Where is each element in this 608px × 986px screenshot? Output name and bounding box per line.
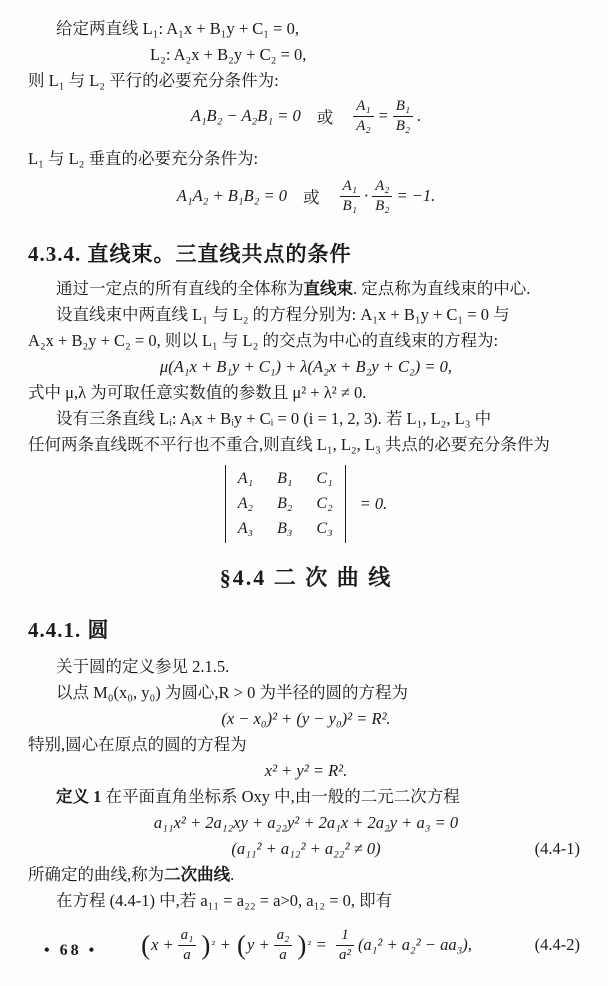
- formula-circle-origin: x² + y² = R².: [264, 761, 348, 780]
- determinant-equation: [28, 462, 584, 546]
- formula-4-4-2: ( x + $\frac{\text{a₁}}{a}$ ) ² + ( y + $\frac{\text{a₂}}{a}$ ) ² = $\frac{1}{\text{a²}}$ (a₁² + a₂² − aa₃), (4.4-2): [141, 927, 580, 963]
- left-paren: (: [141, 929, 151, 960]
- heading-section-4-4: §4.4 二 次 曲 线: [219, 565, 393, 590]
- fraction-b1-b2: $\frac{\text{B₁}}{\text{B₂}}$: [393, 98, 413, 134]
- fraction-a1-b1: $\frac{\text{A₁}}{\text{B₁}}$: [340, 178, 360, 214]
- superscript-2: ²: [211, 939, 215, 951]
- fraction-a2-over-a: $\frac{\text{a₂}}{a}$: [274, 927, 293, 963]
- fraction-a1-a2: $\frac{\text{A₁}}{\text{A₂}}$: [353, 98, 373, 134]
- text-circle-at-origin-intro: 特别,圆心在原点的圆的方程为: [28, 735, 247, 754]
- text-pencil-equation-intro: A₂x + B₂y + C₂ = 0, 则以 L₁ 与 L₂ 的交点为中心的直线束的方程为:: [28, 331, 499, 350]
- fraction-a2-b2: $\frac{\text{A₂}}{\text{B₂}}$: [372, 178, 392, 214]
- fraction-1-over-a-squared: $\frac{1}{\text{a²}}$: [336, 927, 354, 963]
- text-perpendicular-condition-intro: L₁ 与 L₂ 垂直的必要充分条件为:: [28, 149, 259, 168]
- formula-pencil-equation: μ(A₁x + B₁y + C₁) + λ(A₂x + B₂y + C₂) = 0,: [159, 357, 453, 376]
- equals-sign: =: [377, 106, 389, 125]
- text-circle-center-radius: 以点 M₀(x₀, y₀) 为圆心,R > 0 为半径的圆的方程为: [56, 683, 408, 702]
- left-paren: (: [237, 929, 246, 960]
- fraction-a1-over-a: $\frac{\text{a₁}}{a}$: [178, 927, 197, 963]
- text-parameters-mu-lambda: 式中 μ,λ 为可取任意实数值的参数且 μ² + λ² ≠ 0.: [28, 383, 367, 402]
- text-concurrency-condition-intro: 任何两条直线既不平行也不重合,则直线 L₁, L₂, L₃ 共点的必要充分条件为: [28, 435, 550, 454]
- equation-label-4-4-2: (4.4-2): [534, 935, 580, 954]
- text-circle-definition-ref: 关于圆的定义参见 2.1.5.: [56, 657, 230, 676]
- formula-perpendicular-lhs: A₁A₂ + B₁B₂ = 0: [176, 186, 288, 205]
- text-parallel-condition-intro: 则 L₁ 与 L₂ 平行的必要充分条件为:: [28, 71, 279, 90]
- formula-4-4-2-rhs: (a₁² + a₂² − aa₃),: [357, 935, 472, 954]
- matrix-cell: A₁: [237, 470, 254, 487]
- text-pencil-definition: 通过一定点的所有直线的全体称为直线束. 定点称为直线束的中心.: [56, 279, 531, 298]
- determinant-matrix: [225, 465, 346, 543]
- formula-period: .: [417, 106, 422, 125]
- page-number: • 68 •: [44, 942, 98, 959]
- right-paren: ): [201, 929, 211, 960]
- conjunction-or: 或: [316, 108, 334, 127]
- matrix-cell: C₂: [316, 495, 333, 512]
- matrix-cell: B₂: [277, 495, 293, 512]
- text-definition-1: 定义 1 在平面直角坐标系 Oxy 中,由一般的二元二次方程: [56, 787, 460, 806]
- term-pencil-of-lines: 直线束: [303, 279, 353, 298]
- text-circle-case-condition: 在方程 (4.4-1) 中,若 a₁₁ = a₂₂ = a>0, a₁₂ = 0, 即有: [56, 891, 393, 910]
- text-given-two-lines: 给定两直线 L₁: A₁x + B₁y + C₁ = 0,: [56, 19, 299, 38]
- matrix-cell: A₃: [237, 520, 254, 537]
- multiplication-dot: ·: [363, 186, 369, 205]
- formula-general-quadratic: a₁₁x² + 2a₁₂xy + a₂₂y² + 2a₁x + 2a₂y + a₃ = 0: [153, 813, 459, 832]
- formula-parallel-lhs: A₁B₂ − A₂B₁ = 0: [190, 106, 301, 125]
- formula-perpendicular-condition: [28, 174, 584, 218]
- text-pencil-two-lines: 设直线束中两直线 L₁ 与 L₂ 的方程分别为: A₁x + B₁y + C₁ = 0 与: [56, 305, 510, 324]
- text-line-l2-equation: L₂: A₂x + B₂y + C₂ = 0,: [150, 45, 307, 64]
- matrix-cell: A₂: [237, 495, 254, 512]
- matrix-cell: B₃: [277, 520, 293, 537]
- determinant-rhs: = 0.: [359, 494, 388, 513]
- text-curve-named-conic: 所确定的曲线,称为二次曲线.: [28, 865, 235, 884]
- matrix-cell: C₁: [316, 470, 333, 487]
- right-paren: ): [297, 929, 307, 960]
- definition-1-label: 定义 1: [56, 787, 102, 806]
- term-conic-curve: 二次曲线: [164, 865, 231, 884]
- equals-sign: =: [316, 935, 326, 954]
- formula-parallel-condition: [28, 94, 584, 138]
- conjunction-or: 或: [303, 188, 320, 207]
- text-three-lines-setup: 设有三条直线 Lᵢ: Aᵢx + Bᵢy + Cᵢ = 0 (i = 1, 2, 3). 若 L₁, L₂, L₃ 中: [56, 409, 492, 428]
- heading-4-4-1: 4.4.1. 圆: [28, 618, 110, 642]
- matrix-cell: B₁: [277, 470, 293, 487]
- superscript-2: ²: [307, 939, 311, 951]
- heading-4-3-4: 4.3.4. 直线束。三直线共点的条件: [28, 242, 352, 266]
- formula-circle-equation: (x − x₀)² + (y − y₀)² = R².: [221, 709, 391, 728]
- matrix-cell: C₃: [316, 520, 333, 537]
- formula-rhs: = −1.: [396, 186, 436, 205]
- plus-sign: +: [220, 935, 230, 954]
- equation-label-4-4-1: (4.4-1): [534, 839, 580, 858]
- formula-nondegeneracy-condition: (a₁₁² + a₁₂² + a₂₂² ≠ 0) (4.4-1): [28, 836, 584, 862]
